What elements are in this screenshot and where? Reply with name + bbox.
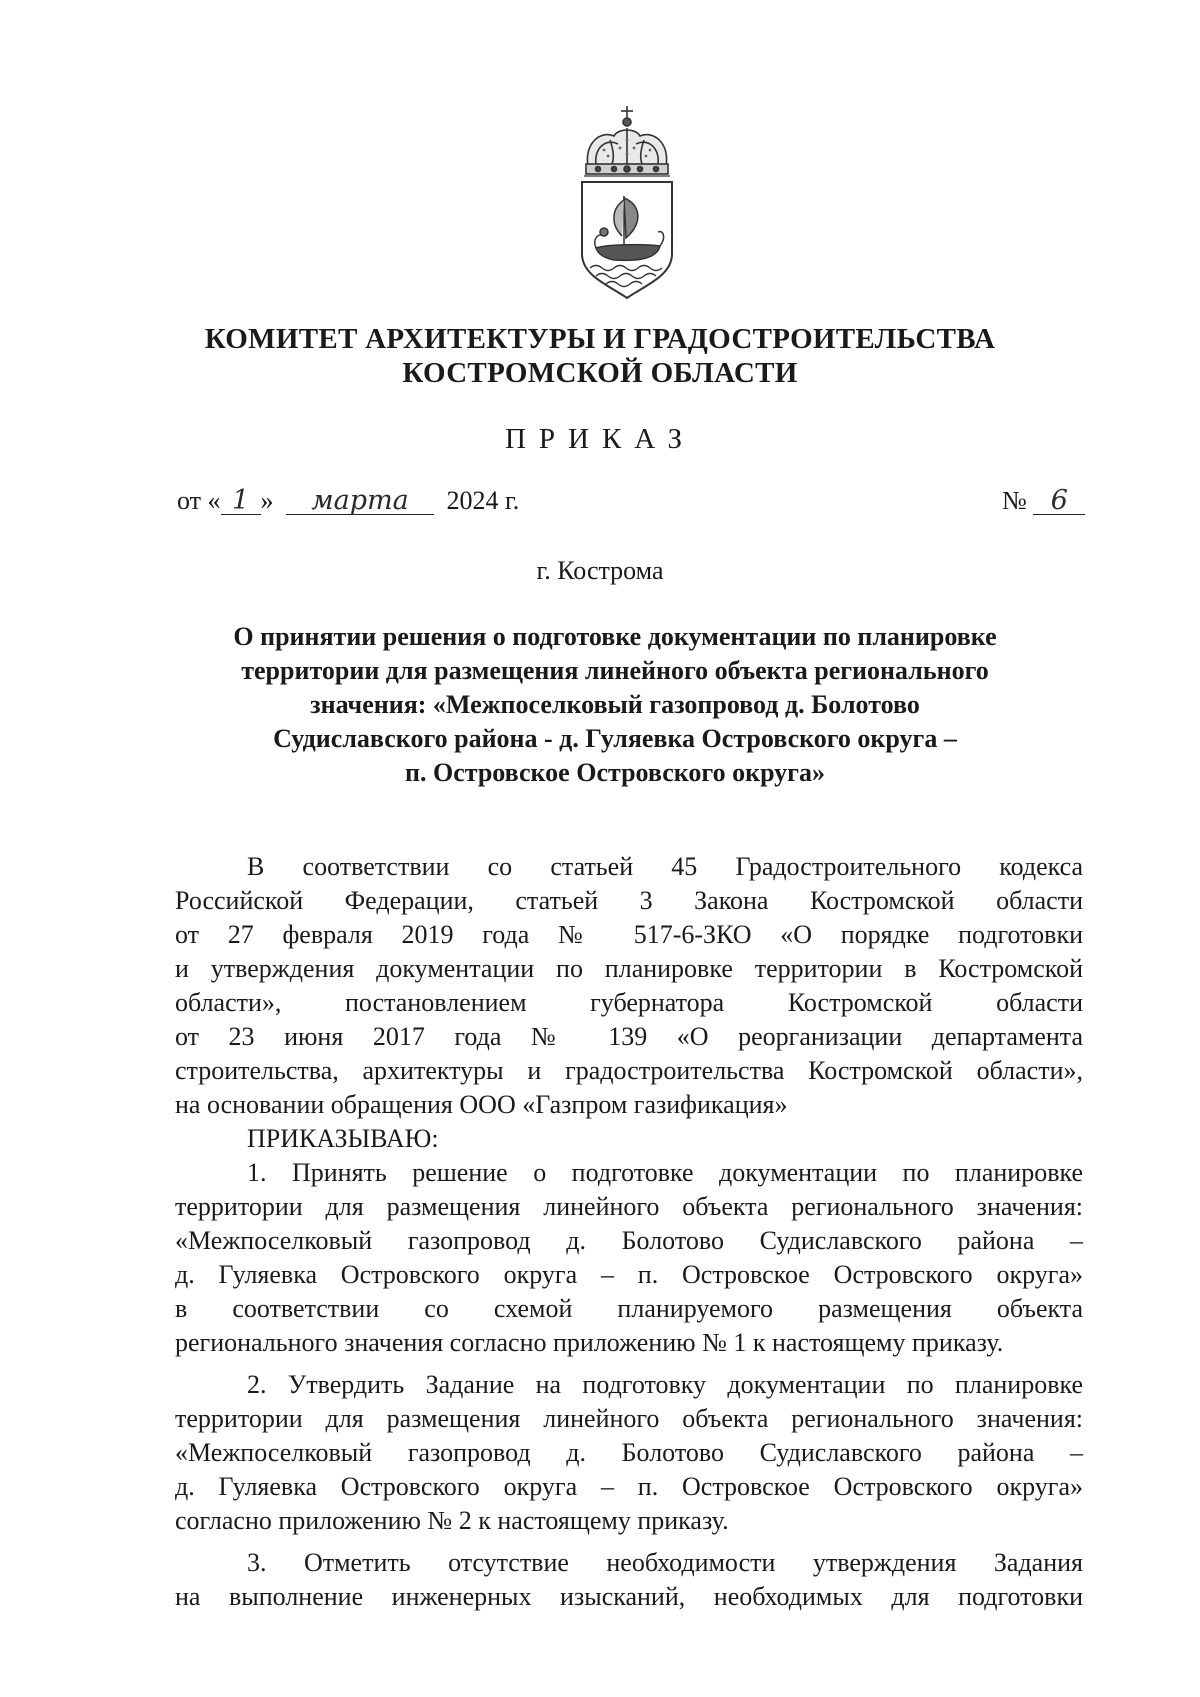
- number-label: №: [1002, 486, 1027, 515]
- item-3-line: 3. Отметить отсутствие необходимости утверждения Задания: [247, 1548, 1083, 1577]
- item-1-line: регионального значения согласно приложению № 1 к настоящему приказу.: [175, 1328, 1004, 1357]
- paragraph-gap: [175, 1538, 1083, 1546]
- preamble-line: Российской Федерации, статьей 3 Закона Костромской области: [175, 886, 1083, 915]
- date-year: 2024 г.: [446, 486, 520, 515]
- item-1-line: д. Гуляевка Островского округа – п. Островское Островского округа»: [175, 1260, 1083, 1289]
- preamble-line: от 23 июня 2017 года № 139 «О реорганизации департамента: [175, 1022, 1083, 1051]
- title-line: О принятии решения о подготовке документации по планировке: [233, 622, 997, 651]
- order-date: [177, 486, 519, 516]
- title-line: значения: «Межпоселковый газопровод д. Болотово: [310, 690, 920, 719]
- order-title: [190, 620, 1040, 790]
- document-type: ПРИКАЗ: [504, 423, 696, 455]
- item-1-line: территории для размещения линейного объекта регионального значения:: [175, 1192, 1083, 1221]
- preamble-line: на основании обращения ООО «Газпром газификация»: [175, 1090, 788, 1119]
- preamble-line: от 27 февраля 2019 года № 517-6-ЗКО «О порядке подготовки: [175, 920, 1083, 949]
- coat-of-arms-emblem: [574, 104, 680, 300]
- item-1-line: 1. Принять решение о подготовке документации по планировке: [247, 1158, 1083, 1187]
- item-1-line: в соответствии со схемой планируемого размещения объекта: [175, 1294, 1083, 1323]
- date-day-handwritten: 1: [221, 488, 261, 515]
- preamble-line: области», постановлением губернатора Костромской области: [175, 988, 1083, 1017]
- city: г. Кострома: [536, 556, 664, 585]
- item-2-line: 2. Утвердить Задание на подготовку документации по планировке: [247, 1370, 1083, 1399]
- title-line: Судиславского района - д. Гуляевка Островского округа –: [273, 724, 957, 753]
- organization-name-line-1: КОМИТЕТ АРХИТЕКТУРЫ И ГРАДОСТРОИТЕЛЬСТВА: [204, 323, 996, 355]
- item-2-line: территории для размещения линейного объекта регионального значения:: [175, 1404, 1083, 1433]
- number-handwritten: 6: [1033, 488, 1085, 515]
- item-1-line: «Межпоселковый газопровод д. Болотово Судиславского района –: [175, 1226, 1083, 1255]
- preamble-line: и утверждения документации по планировке территории в Костромской: [175, 954, 1083, 983]
- preamble-line: строительства, архитектуры и градостроительства Костромской области»,: [175, 1056, 1083, 1085]
- title-line: п. Островское Островского округа»: [405, 758, 825, 787]
- order-body: [175, 850, 1083, 1614]
- date-prefix: от «: [177, 486, 221, 515]
- preamble-line: В соответствии со статьей 45 Градостроительного кодекса: [247, 852, 1083, 881]
- date-mid: »: [260, 486, 274, 515]
- item-2-line: д. Гуляевка Островского округа – п. Островское Островского округа»: [175, 1472, 1083, 1501]
- date-month-handwritten: марта: [286, 488, 434, 515]
- item-3-line: на выполнение инженерных изысканий, необходимых для подготовки: [175, 1582, 1083, 1611]
- item-2-line: «Межпоселковый газопровод д. Болотово Судиславского района –: [175, 1438, 1083, 1467]
- title-line: территории для размещения линейного объекта регионального: [241, 656, 989, 685]
- order-word: ПРИКАЗЫВАЮ:: [247, 1124, 439, 1153]
- item-2-line: согласно приложению № 2 к настоящему приказу.: [175, 1506, 729, 1535]
- order-number: [1002, 486, 1085, 516]
- organization-name-line-2: КОСТРОМСКОЙ ОБЛАСТИ: [402, 357, 798, 389]
- paragraph-gap: [175, 1360, 1083, 1368]
